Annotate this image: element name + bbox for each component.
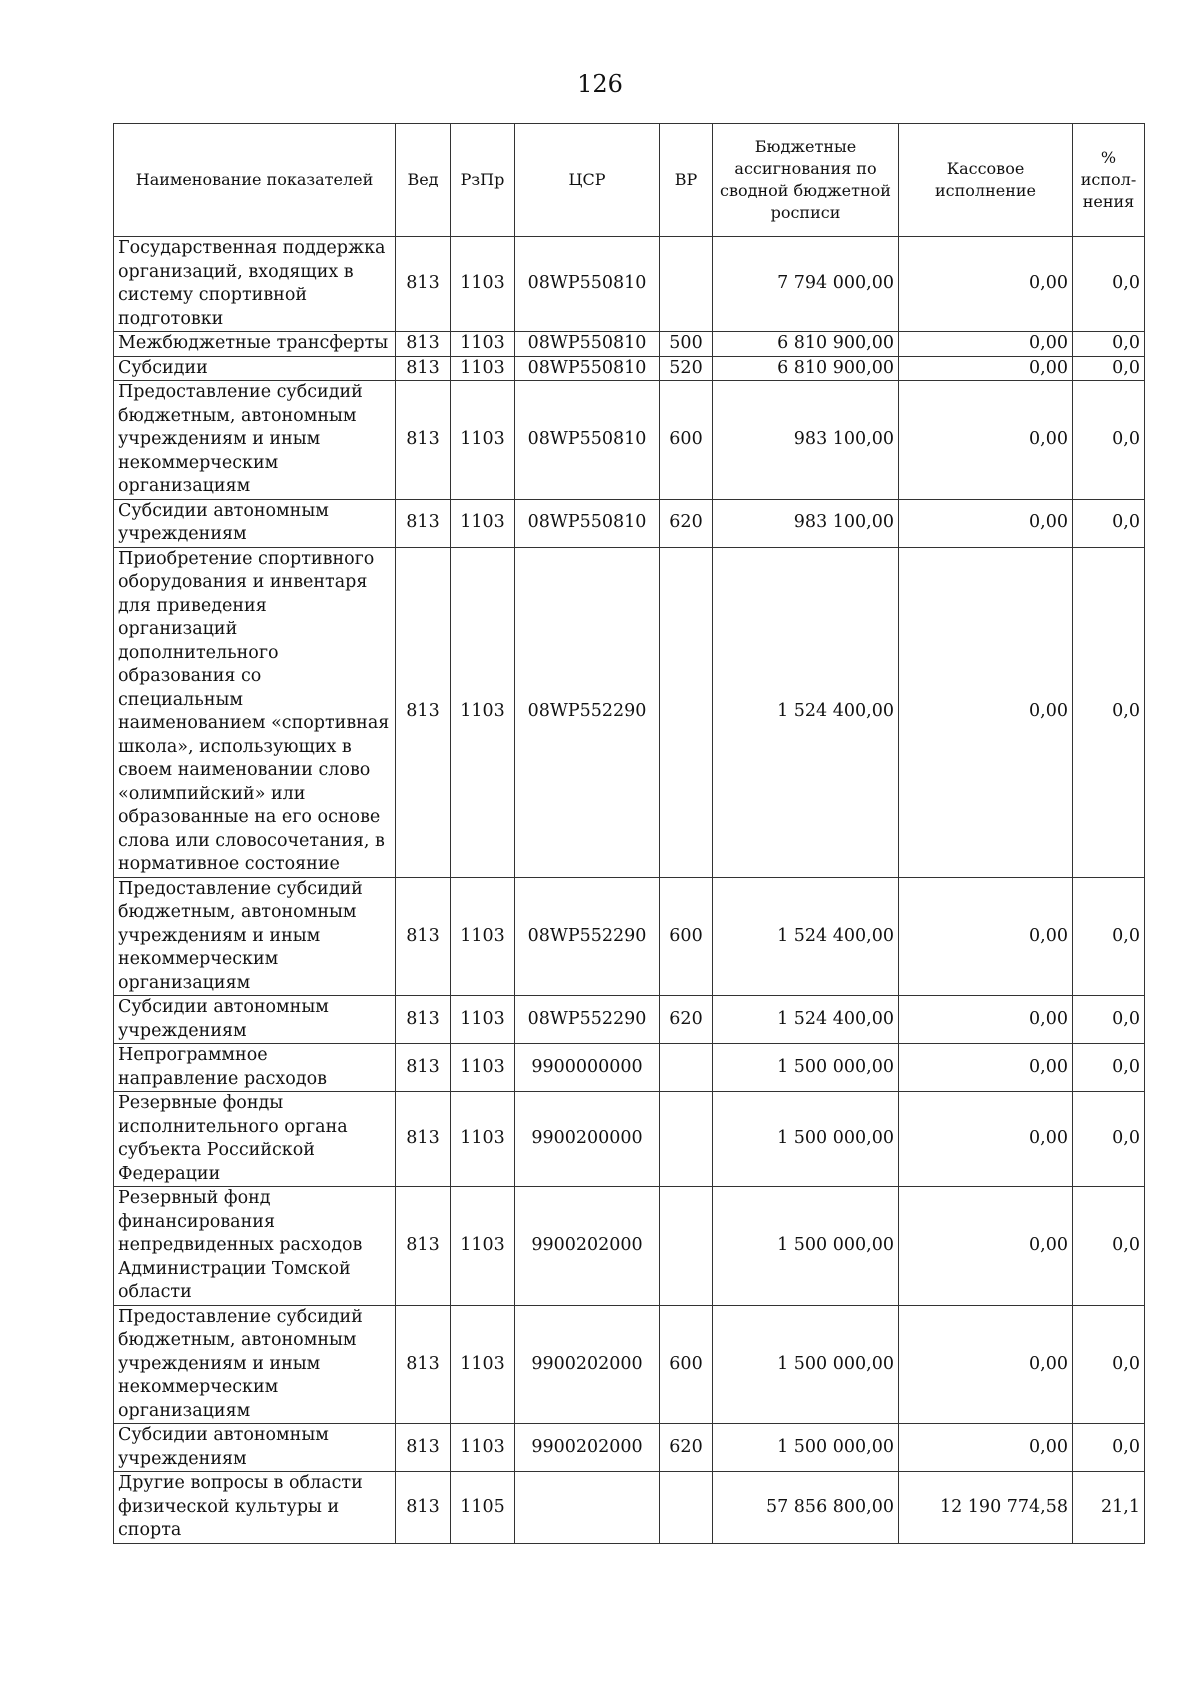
cell-execution-percent: 0,0 bbox=[1073, 547, 1145, 877]
cell-vr bbox=[660, 547, 713, 877]
cell-execution-percent: 0,0 bbox=[1073, 1424, 1145, 1472]
cell-vr: 600 bbox=[660, 877, 713, 996]
cell-execution-percent: 0,0 bbox=[1073, 237, 1145, 332]
cell-ved: 813 bbox=[396, 877, 451, 996]
cell-name: Государственная поддержка организаций, входящих в систему спортивной подготовки bbox=[114, 237, 396, 332]
cell-name: Приобретение спортивного оборудования и инвентаря для приведения организаций дополнительного образования со специальным наименованием «спортивная школа», использующих в своем наименовании слово «олимпийский» или образованные на его основе слова или словосочетания, в нормативное состояние bbox=[114, 547, 396, 877]
cell-vr bbox=[660, 1472, 713, 1544]
cell-assignments: 57 856 800,00 bbox=[713, 1472, 899, 1544]
cell-assignments: 1 500 000,00 bbox=[713, 1092, 899, 1187]
cell-assignments: 1 500 000,00 bbox=[713, 1044, 899, 1092]
table-row bbox=[114, 1424, 1145, 1472]
cell-vr bbox=[660, 1092, 713, 1187]
cell-rzpr: 1103 bbox=[451, 356, 515, 381]
cell-name: Субсидии bbox=[114, 356, 396, 381]
cell-assignments: 1 500 000,00 bbox=[713, 1305, 899, 1424]
table-row bbox=[114, 1044, 1145, 1092]
table-row bbox=[114, 996, 1145, 1044]
header-rzpr: РзПр bbox=[451, 124, 515, 237]
cell-rzpr: 1103 bbox=[451, 332, 515, 357]
cell-ved: 813 bbox=[396, 1472, 451, 1544]
cell-name: Другие вопросы в области физической культуры и спорта bbox=[114, 1472, 396, 1544]
table-row bbox=[114, 499, 1145, 547]
table-body bbox=[114, 237, 1145, 1544]
cell-csr: 08WP552290 bbox=[515, 877, 660, 996]
cell-rzpr: 1103 bbox=[451, 1305, 515, 1424]
cell-cash-execution: 0,00 bbox=[899, 332, 1073, 357]
cell-csr: 08WP552290 bbox=[515, 996, 660, 1044]
cell-cash-execution: 0,00 bbox=[899, 356, 1073, 381]
cell-execution-percent: 0,0 bbox=[1073, 1305, 1145, 1424]
cell-ved: 813 bbox=[396, 332, 451, 357]
cell-cash-execution: 0,00 bbox=[899, 1044, 1073, 1092]
cell-rzpr: 1103 bbox=[451, 996, 515, 1044]
cell-execution-percent: 0,0 bbox=[1073, 1044, 1145, 1092]
cell-name: Предоставление субсидий бюджетным, автономным учреждениям и иным некоммерческим организациям bbox=[114, 381, 396, 500]
cell-execution-percent: 0,0 bbox=[1073, 381, 1145, 500]
cell-vr bbox=[660, 1044, 713, 1092]
table-row bbox=[114, 381, 1145, 500]
cell-csr bbox=[515, 1472, 660, 1544]
cell-name: Субсидии автономным учреждениям bbox=[114, 1424, 396, 1472]
cell-rzpr: 1103 bbox=[451, 381, 515, 500]
cell-execution-percent: 0,0 bbox=[1073, 1092, 1145, 1187]
cell-vr: 620 bbox=[660, 996, 713, 1044]
cell-cash-execution: 0,00 bbox=[899, 237, 1073, 332]
cell-cash-execution: 0,00 bbox=[899, 1424, 1073, 1472]
cell-rzpr: 1103 bbox=[451, 1092, 515, 1187]
cell-name: Предоставление субсидий бюджетным, автономным учреждениям и иным некоммерческим организациям bbox=[114, 1305, 396, 1424]
header-cash-execution: Кассовое исполнение bbox=[899, 124, 1073, 237]
table-row bbox=[114, 237, 1145, 332]
cell-assignments: 1 524 400,00 bbox=[713, 547, 899, 877]
table-row bbox=[114, 1305, 1145, 1424]
cell-assignments: 983 100,00 bbox=[713, 381, 899, 500]
cell-name: Межбюджетные трансферты bbox=[114, 332, 396, 357]
header-vr: ВР bbox=[660, 124, 713, 237]
cell-rzpr: 1103 bbox=[451, 499, 515, 547]
cell-csr: 9900202000 bbox=[515, 1305, 660, 1424]
cell-assignments: 6 810 900,00 bbox=[713, 332, 899, 357]
cell-ved: 813 bbox=[396, 237, 451, 332]
cell-assignments: 983 100,00 bbox=[713, 499, 899, 547]
cell-rzpr: 1103 bbox=[451, 237, 515, 332]
header-execution-percent: % испол-нения bbox=[1073, 124, 1145, 237]
table-row bbox=[114, 877, 1145, 996]
cell-csr: 08WP552290 bbox=[515, 547, 660, 877]
cell-assignments: 1 500 000,00 bbox=[713, 1187, 899, 1306]
table-row bbox=[114, 1472, 1145, 1544]
cell-rzpr: 1105 bbox=[451, 1472, 515, 1544]
header-row bbox=[114, 124, 1145, 237]
cell-csr: 08WP550810 bbox=[515, 381, 660, 500]
cell-csr: 08WP550810 bbox=[515, 356, 660, 381]
cell-execution-percent: 0,0 bbox=[1073, 996, 1145, 1044]
cell-assignments: 7 794 000,00 bbox=[713, 237, 899, 332]
cell-vr bbox=[660, 237, 713, 332]
cell-csr: 9900202000 bbox=[515, 1424, 660, 1472]
header-assignments: Бюджетные ассигнования по сводной бюджетной росписи bbox=[713, 124, 899, 237]
cell-cash-execution: 0,00 bbox=[899, 877, 1073, 996]
cell-assignments: 1 524 400,00 bbox=[713, 877, 899, 996]
cell-name: Субсидии автономным учреждениям bbox=[114, 996, 396, 1044]
cell-execution-percent: 0,0 bbox=[1073, 1187, 1145, 1306]
cell-csr: 08WP550810 bbox=[515, 499, 660, 547]
cell-cash-execution: 0,00 bbox=[899, 1187, 1073, 1306]
cell-cash-execution: 0,00 bbox=[899, 1092, 1073, 1187]
cell-cash-execution: 0,00 bbox=[899, 547, 1073, 877]
header-ved: Вед bbox=[396, 124, 451, 237]
cell-rzpr: 1103 bbox=[451, 547, 515, 877]
cell-cash-execution: 0,00 bbox=[899, 381, 1073, 500]
cell-ved: 813 bbox=[396, 381, 451, 500]
cell-cash-execution: 0,00 bbox=[899, 996, 1073, 1044]
cell-execution-percent: 0,0 bbox=[1073, 499, 1145, 547]
table-row bbox=[114, 1187, 1145, 1306]
cell-vr: 600 bbox=[660, 1305, 713, 1424]
cell-vr: 620 bbox=[660, 499, 713, 547]
cell-execution-percent: 21,1 bbox=[1073, 1472, 1145, 1544]
cell-assignments: 1 500 000,00 bbox=[713, 1424, 899, 1472]
cell-ved: 813 bbox=[396, 1187, 451, 1306]
cell-rzpr: 1103 bbox=[451, 1044, 515, 1092]
cell-cash-execution: 0,00 bbox=[899, 499, 1073, 547]
cell-execution-percent: 0,0 bbox=[1073, 356, 1145, 381]
cell-csr: 9900202000 bbox=[515, 1187, 660, 1306]
page-number: 126 bbox=[577, 70, 623, 98]
budget-table bbox=[113, 123, 1145, 1544]
header-csr: ЦСР bbox=[515, 124, 660, 237]
cell-ved: 813 bbox=[396, 1305, 451, 1424]
header-name: Наименование показателей bbox=[114, 124, 396, 237]
table-row bbox=[114, 1092, 1145, 1187]
cell-assignments: 6 810 900,00 bbox=[713, 356, 899, 381]
cell-ved: 813 bbox=[396, 1424, 451, 1472]
cell-cash-execution: 0,00 bbox=[899, 1305, 1073, 1424]
cell-vr: 600 bbox=[660, 381, 713, 500]
cell-name: Непрограммное направление расходов bbox=[114, 1044, 396, 1092]
cell-name: Субсидии автономным учреждениям bbox=[114, 499, 396, 547]
cell-rzpr: 1103 bbox=[451, 877, 515, 996]
cell-ved: 813 bbox=[396, 1044, 451, 1092]
cell-csr: 08WP550810 bbox=[515, 237, 660, 332]
table-row bbox=[114, 332, 1145, 357]
cell-vr: 520 bbox=[660, 356, 713, 381]
cell-name: Резервные фонды исполнительного органа субъекта Российской Федерации bbox=[114, 1092, 396, 1187]
cell-cash-execution: 12 190 774,58 bbox=[899, 1472, 1073, 1544]
cell-name: Предоставление субсидий бюджетным, автономным учреждениям и иным некоммерческим организациям bbox=[114, 877, 396, 996]
cell-assignments: 1 524 400,00 bbox=[713, 996, 899, 1044]
cell-execution-percent: 0,0 bbox=[1073, 877, 1145, 996]
cell-name: Резервный фонд финансирования непредвиденных расходов Администрации Томской области bbox=[114, 1187, 396, 1306]
cell-vr bbox=[660, 1187, 713, 1306]
cell-csr: 08WP550810 bbox=[515, 332, 660, 357]
cell-csr: 9900000000 bbox=[515, 1044, 660, 1092]
cell-execution-percent: 0,0 bbox=[1073, 332, 1145, 357]
cell-ved: 813 bbox=[396, 499, 451, 547]
cell-vr: 620 bbox=[660, 1424, 713, 1472]
table-row bbox=[114, 547, 1145, 877]
cell-ved: 813 bbox=[396, 996, 451, 1044]
cell-ved: 813 bbox=[396, 1092, 451, 1187]
cell-rzpr: 1103 bbox=[451, 1424, 515, 1472]
cell-ved: 813 bbox=[396, 547, 451, 877]
cell-csr: 9900200000 bbox=[515, 1092, 660, 1187]
cell-rzpr: 1103 bbox=[451, 1187, 515, 1306]
cell-ved: 813 bbox=[396, 356, 451, 381]
table-row bbox=[114, 356, 1145, 381]
cell-vr: 500 bbox=[660, 332, 713, 357]
